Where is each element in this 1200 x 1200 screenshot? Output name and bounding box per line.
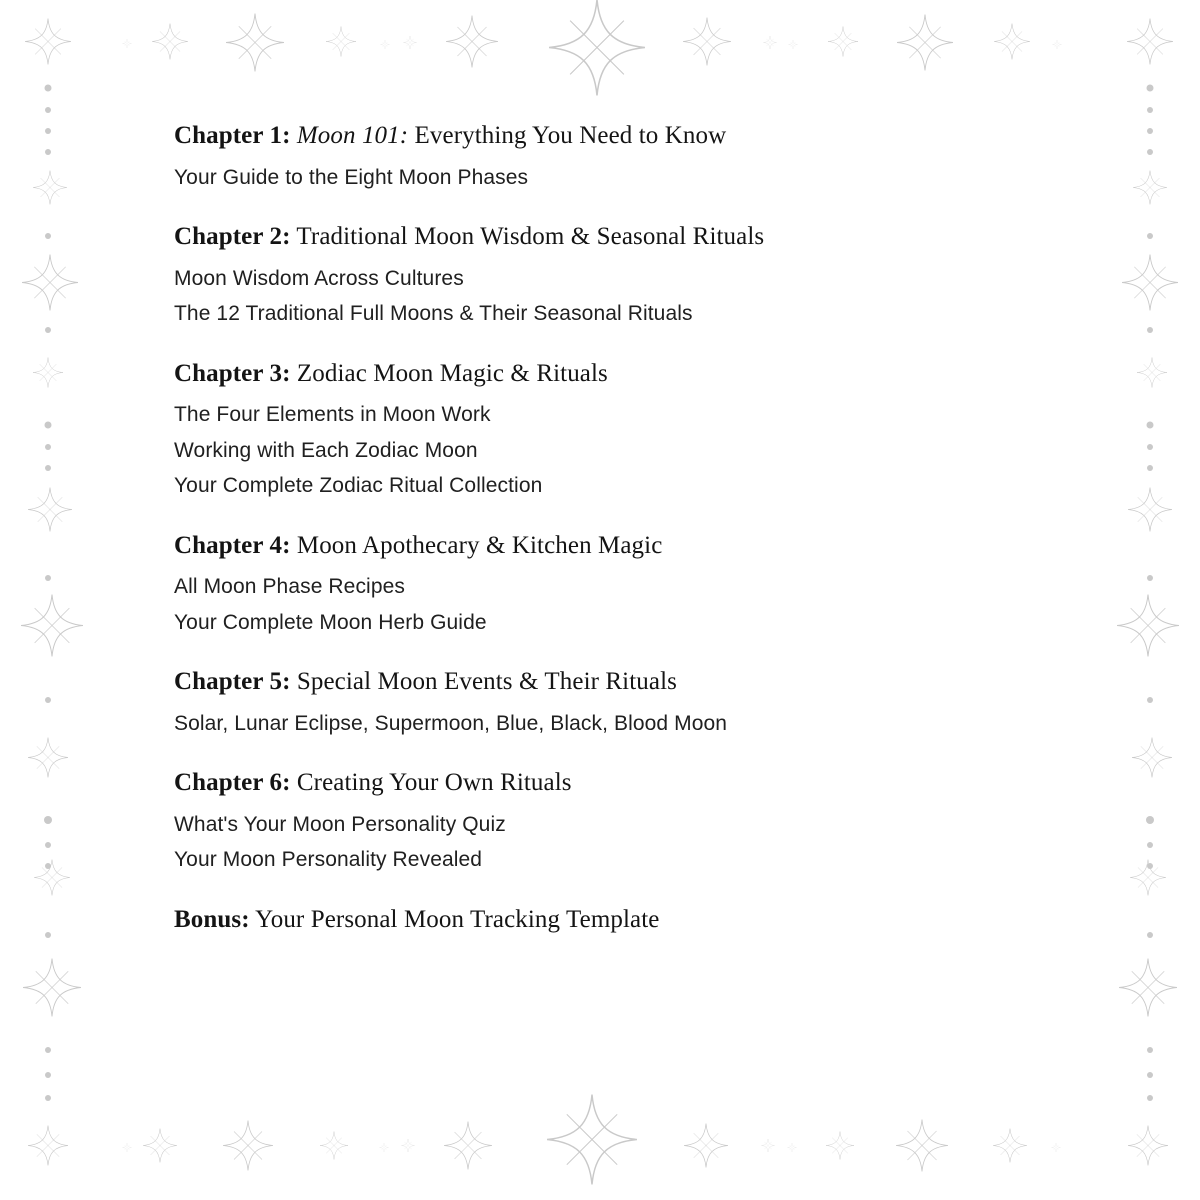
dot-icon [1147, 1095, 1153, 1101]
toc-entry[interactable]: Solar, Lunar Eclipse, Supermoon, Blue, Black, Blood Moon [174, 711, 728, 735]
toc-chapter-group [174, 219, 1034, 330]
dot-icon [1147, 422, 1154, 429]
sparkle-star-icon [1053, 36, 1062, 54]
dot-icon [45, 422, 52, 429]
toc-chapter-title: Your Personal Moon Tracking Template [255, 905, 660, 933]
sparkle-star-icon [404, 36, 417, 54]
toc-chapter-heading[interactable] [174, 902, 1034, 938]
dot-icon [45, 1095, 51, 1101]
dot-icon [1147, 128, 1153, 134]
sparkle-star-icon [143, 1129, 177, 1168]
toc-chapter-title: Everything You Need to Know [414, 122, 727, 149]
sparkle-star-icon [33, 358, 63, 393]
dot-icon [45, 444, 51, 450]
sparkle-star-icon [25, 19, 71, 70]
sparkle-star-icon [1130, 860, 1166, 901]
sparkle-star-icon [402, 1139, 415, 1157]
toc-chapter-group [174, 118, 1034, 193]
sparkle-star-icon [444, 1122, 492, 1175]
sparkle-star-icon [1128, 1126, 1168, 1171]
toc-entry[interactable]: Your Complete Moon Herb Guide [174, 610, 487, 634]
dot-icon [45, 575, 51, 581]
toc-chapter-heading[interactable] [174, 664, 1034, 700]
toc-chapter-heading[interactable] [174, 118, 1034, 154]
dot-icon [45, 128, 51, 134]
sparkle-star-icon [33, 171, 67, 210]
toc-chapter-label: Chapter 6: [174, 769, 291, 796]
sparkle-star-icon [223, 1121, 273, 1176]
sparkle-star-icon [23, 959, 81, 1022]
dot-icon [45, 465, 51, 471]
toc-entry[interactable]: What's Your Moon Personality Quiz [174, 812, 506, 836]
dot-icon [45, 842, 51, 848]
toc-chapter-label: Chapter 5: [174, 668, 291, 695]
dot-icon [1147, 233, 1153, 239]
toc-chapter-group [174, 528, 1034, 639]
dot-icon [1147, 107, 1153, 113]
sparkle-star-icon [1127, 19, 1173, 70]
toc-chapter-label: Chapter 1: [174, 122, 291, 149]
toc-chapter-label: Chapter 2: [174, 223, 291, 250]
toc-chapter-title: Creating Your Own Rituals [296, 769, 572, 796]
dot-icon [45, 233, 51, 239]
dot-icon [45, 149, 51, 155]
sparkle-star-icon [226, 14, 284, 77]
toc-entry[interactable]: Your Moon Personality Revealed [174, 848, 483, 871]
sparkle-star-icon [683, 18, 731, 71]
toc-chapter-title: Traditional Moon Wisdom & Seasonal Rituals [296, 223, 765, 250]
dot-icon [1147, 465, 1153, 471]
sparkle-star-icon [28, 488, 72, 537]
sparkle-star-icon [123, 1139, 132, 1157]
toc-chapter-title: Moon Apothecary & Kitchen Magic [296, 531, 663, 559]
toc-chapter-heading[interactable] [174, 765, 1034, 801]
toc-chapter-heading[interactable] [174, 528, 1034, 564]
dot-icon [1146, 816, 1154, 824]
sparkle-star-icon [1119, 959, 1177, 1022]
toc-chapter-label: Chapter 4: [174, 531, 291, 559]
dot-icon [45, 932, 51, 938]
sparkle-star-icon [826, 1132, 854, 1165]
toc-chapter-group [174, 356, 1034, 502]
dot-icon [1147, 149, 1153, 155]
dot-icon [45, 1072, 51, 1078]
toc-chapter-group [174, 902, 1034, 938]
sparkle-star-icon [1122, 255, 1178, 316]
sparkle-star-icon [896, 1120, 948, 1177]
sparkle-star-icon [28, 1126, 68, 1171]
dot-icon [1147, 842, 1153, 848]
toc-entry[interactable]: Moon Wisdom Across Cultures [174, 266, 464, 290]
toc-entry[interactable]: All Moon Phase Recipes [174, 575, 405, 598]
toc-chapter-label: Chapter 3: [174, 359, 291, 387]
dot-icon [1147, 697, 1153, 703]
dot-icon [45, 327, 51, 333]
toc-chapter-title: Zodiac Moon Magic & Rituals [296, 359, 608, 387]
dot-icon [1147, 1047, 1153, 1053]
toc-chapter-group [174, 765, 1034, 876]
sparkle-star-icon [21, 595, 83, 662]
sparkle-star-icon [788, 1139, 797, 1157]
sparkle-star-icon [34, 860, 70, 901]
toc-chapter-title-italic: Moon 101: [296, 122, 409, 149]
sparkle-star-icon [762, 1139, 775, 1157]
dot-icon [44, 816, 52, 824]
sparkle-star-icon [320, 1132, 348, 1165]
sparkle-star-icon [1133, 171, 1167, 210]
toc-chapter-heading[interactable] [174, 219, 1034, 255]
sparkle-star-icon [22, 255, 78, 316]
sparkle-star-icon [897, 15, 953, 76]
toc-chapter-title: Special Moon Events & Their Rituals [296, 668, 677, 695]
toc-entry[interactable]: The Four Elements in Moon Work [174, 403, 491, 426]
sparkle-star-icon [28, 738, 68, 783]
dot-icon [45, 1047, 51, 1053]
sparkle-star-icon [764, 36, 777, 54]
dot-icon [1147, 575, 1153, 581]
dot-icon [1147, 327, 1153, 333]
sparkle-star-icon [381, 36, 390, 54]
sparkle-star-icon [1128, 488, 1172, 537]
sparkle-star-icon [789, 36, 798, 54]
sparkle-star-icon [446, 16, 498, 73]
sparkle-star-icon [993, 1129, 1027, 1168]
sparkle-star-icon [152, 24, 188, 65]
dot-icon [1147, 1072, 1153, 1078]
dot-icon [45, 107, 51, 113]
dot-icon [1147, 85, 1154, 92]
sparkle-star-icon [326, 27, 356, 62]
sparkle-star-icon [547, 1095, 637, 1190]
sparkle-star-icon [1137, 358, 1167, 393]
dot-icon [45, 85, 52, 92]
sparkle-star-icon [1052, 1139, 1061, 1157]
sparkle-star-icon [549, 0, 645, 101]
dot-icon [1147, 863, 1153, 869]
sparkle-star-icon [684, 1124, 728, 1173]
toc-entry[interactable]: Your Complete Zodiac Ritual Collection [174, 474, 543, 497]
dot-icon [1147, 444, 1153, 450]
toc-chapter-group [174, 664, 1034, 739]
dot-icon [1147, 932, 1153, 938]
sparkle-star-icon [380, 1139, 389, 1157]
toc-entry[interactable]: Your Guide to the Eight Moon Phases [174, 165, 529, 189]
sparkle-star-icon [1132, 738, 1172, 783]
table-of-contents [174, 118, 1034, 943]
sparkle-star-icon [1117, 595, 1179, 662]
sparkle-star-icon [123, 35, 132, 53]
sparkle-star-icon [828, 27, 858, 62]
toc-entry[interactable]: The 12 Traditional Full Moons & Their Seasonal Rituals [174, 302, 693, 325]
sparkle-star-icon [994, 24, 1030, 65]
toc-entry[interactable]: Working with Each Zodiac Moon [174, 438, 478, 462]
dot-icon [45, 697, 51, 703]
toc-chapter-heading[interactable] [174, 356, 1034, 392]
dot-icon [45, 863, 51, 869]
toc-chapter-label: Bonus: [174, 905, 250, 933]
